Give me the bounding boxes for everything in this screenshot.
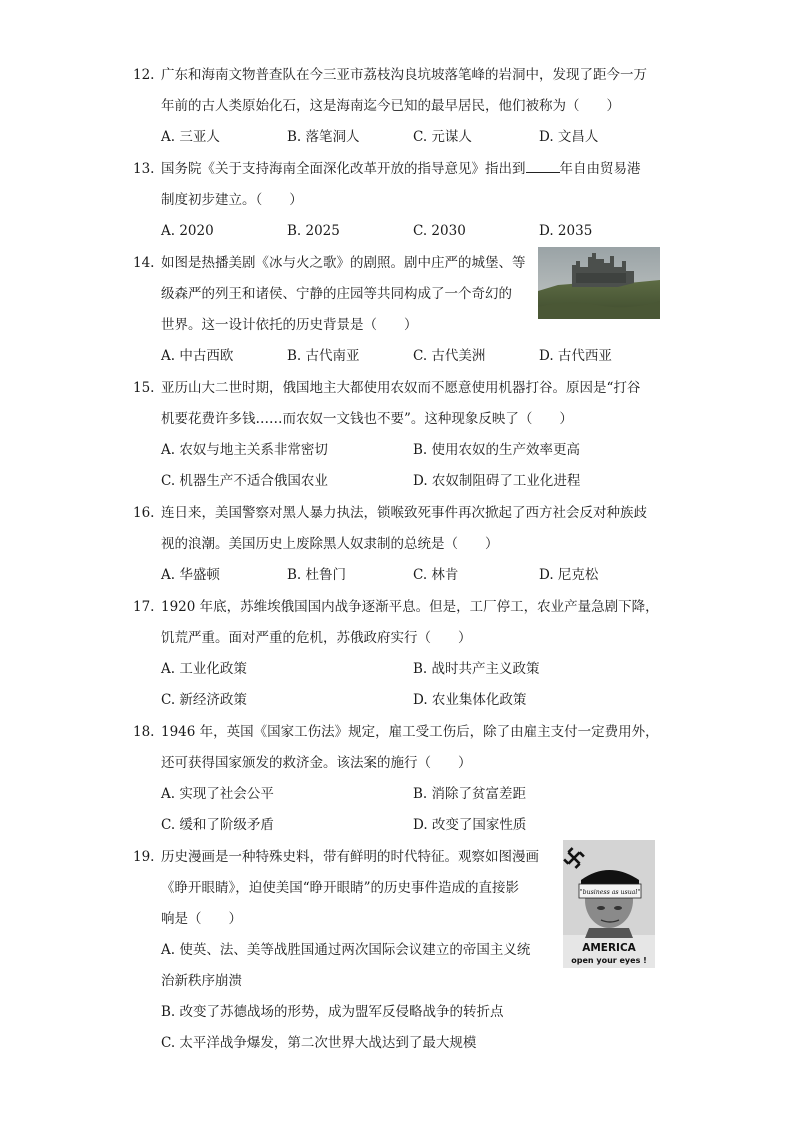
poster-headline: AMERICA	[582, 942, 636, 954]
question-stem-line: 1920 年底，苏维埃俄国国内战争逐渐平息。但是，工厂停工，农业产量急剧下降，	[161, 599, 659, 615]
option-a[interactable]: A. 工业化政策	[161, 661, 247, 677]
question-stem-line: 如图是热播美剧《冰与火之歌》的剧照。剧中庄严的城堡、等	[161, 255, 526, 271]
question-number: 17.	[133, 599, 155, 615]
option-row	[161, 560, 665, 591]
answer-blank[interactable]	[526, 158, 560, 173]
option-c[interactable]: C. 古代美洲	[413, 348, 486, 364]
option-row	[161, 435, 665, 466]
question-17	[133, 592, 665, 716]
option-b[interactable]: B. 杜鲁门	[287, 567, 347, 583]
option-c[interactable]: C. 缓和了阶级矛盾	[161, 817, 274, 833]
option-a-continued[interactable]: 治新秩序崩溃	[161, 973, 242, 989]
question-stem-line: 级森严的列王和诸侯、宁静的庄园等共同构成了一个奇幻的	[161, 286, 512, 302]
castle-photo	[538, 247, 660, 319]
option-b[interactable]: B. 落笔洞人	[287, 129, 360, 145]
option-a[interactable]: A. 中古西欧	[161, 348, 234, 364]
question-13	[133, 154, 665, 247]
option-row	[161, 654, 665, 685]
stem-text: 年自由贸易港	[559, 161, 641, 177]
option-d[interactable]: D. 尼克松	[539, 567, 599, 583]
option-row	[161, 122, 665, 153]
open-your-eyes-cartoon	[563, 840, 655, 968]
option-d[interactable]: D. 农奴制阻碍了工业化进程	[413, 473, 581, 489]
question-number: 15.	[133, 380, 155, 396]
question-stem-line: 连日来，美国警察对黑人暴力执法，锁喉致死事件再次掀起了西方社会反对种族歧	[161, 505, 647, 521]
option-row	[161, 216, 665, 247]
question-15	[133, 373, 665, 497]
option-a[interactable]: A. 2020	[161, 223, 214, 239]
question-number: 14.	[133, 255, 155, 271]
question-number: 16.	[133, 505, 155, 521]
option-b[interactable]: B. 2025	[287, 223, 340, 239]
question-stem-line: 还可获得国家颁发的救济金。该法案的施行（ ）	[161, 755, 472, 771]
option-b[interactable]: B. 战时共产主义政策	[413, 661, 540, 677]
option-row	[161, 779, 665, 810]
option-a[interactable]: A. 实现了社会公平	[161, 786, 274, 802]
option-c[interactable]: C. 2030	[413, 223, 466, 239]
option-c[interactable]: C. 机器生产不适合俄国农业	[161, 473, 328, 489]
poster-subline: open your eyes !	[571, 956, 647, 965]
option-row	[161, 810, 665, 841]
question-stem-line: 广东和海南文物普查队在今三亚市荔枝沟良坑坡落笔峰的岩洞中，发现了距今一万	[161, 67, 647, 83]
question-stem-line: 饥荒严重。面对严重的危机，苏俄政府实行（ ）	[161, 630, 472, 646]
stem-text: 国务院《关于支持海南全面深化改革开放的指导意见》指出到	[161, 161, 526, 177]
option-a[interactable]: A. 三亚人	[161, 129, 220, 145]
question-stem-line: 世界。这一设计依托的历史背景是（ ）	[161, 317, 418, 333]
option-b[interactable]: B. 古代南亚	[287, 348, 360, 364]
question-16	[133, 498, 665, 591]
option-c[interactable]: C. 元谋人	[413, 129, 472, 145]
option-c[interactable]: C. 林肯	[413, 567, 459, 583]
question-stem-line: 1946 年，英国《国家工伤法》规定，雇工受工伤后，除了由雇主支付一定费用外，	[161, 724, 659, 740]
option-d[interactable]: D. 文昌人	[539, 129, 599, 145]
option-b[interactable]: B. 使用农奴的生产效率更高	[413, 442, 581, 458]
option-c[interactable]: C. 新经济政策	[161, 692, 247, 708]
option-b[interactable]: B. 消除了贫富差距	[413, 786, 527, 802]
option-b[interactable]: B. 改变了苏德战场的形势，成为盟军反侵略战争的转折点	[161, 1004, 504, 1020]
option-row	[161, 466, 665, 497]
question-stem-line: 历史漫画是一种特殊史料，带有鲜明的时代特征。观察如图漫画	[161, 849, 539, 865]
question-12	[133, 60, 665, 153]
question-stem-line	[161, 154, 665, 185]
poster-caption: "business as usual"	[579, 889, 641, 896]
option-row	[161, 685, 665, 716]
question-stem-line: 《睁开眼睛》，迫使美国“睁开眼睛”的历史事件造成的直接影	[161, 880, 520, 896]
option-c[interactable]: C. 太平洋战争爆发，第二次世界大战达到了最大规模	[161, 1035, 477, 1051]
question-number: 19.	[133, 849, 155, 865]
question-number: 13.	[133, 161, 155, 177]
option-a[interactable]: A. 华盛顿	[161, 567, 220, 583]
option-d[interactable]: D. 农业集体化政策	[413, 692, 527, 708]
option-d[interactable]: D. 2035	[539, 223, 593, 239]
option-row	[161, 341, 665, 372]
option-d[interactable]: D. 古代西亚	[539, 348, 612, 364]
option-d[interactable]: D. 改变了国家性质	[413, 817, 527, 833]
question-stem-line: 视的浪潮。美国历史上废除黑人奴隶制的总统是（ ）	[161, 536, 499, 552]
question-stem-line: 响是（ ）	[161, 911, 242, 927]
question-stem-line: 机要花费许多钱……而农奴一文钱也不要”。这种现象反映了（ ）	[161, 411, 573, 427]
question-stem-line: 制度初步建立。（ ）	[161, 192, 303, 208]
question-number: 12.	[133, 67, 155, 83]
question-stem-line: 亚历山大二世时期，俄国地主大都使用农奴而不愿意使用机器打谷。原因是“打谷	[161, 380, 641, 396]
question-stem-line: 年前的古人类原始化石，这是海南迄今已知的最早居民，他们被称为（ ）	[161, 98, 620, 114]
question-19	[133, 842, 539, 1059]
question-number: 18.	[133, 724, 155, 740]
option-a[interactable]: A. 农奴与地主关系非常密切	[161, 442, 328, 458]
option-a[interactable]: A. 使英、法、美等战胜国通过两次国际会议建立的帝国主义统	[161, 942, 531, 958]
question-18	[133, 717, 665, 841]
